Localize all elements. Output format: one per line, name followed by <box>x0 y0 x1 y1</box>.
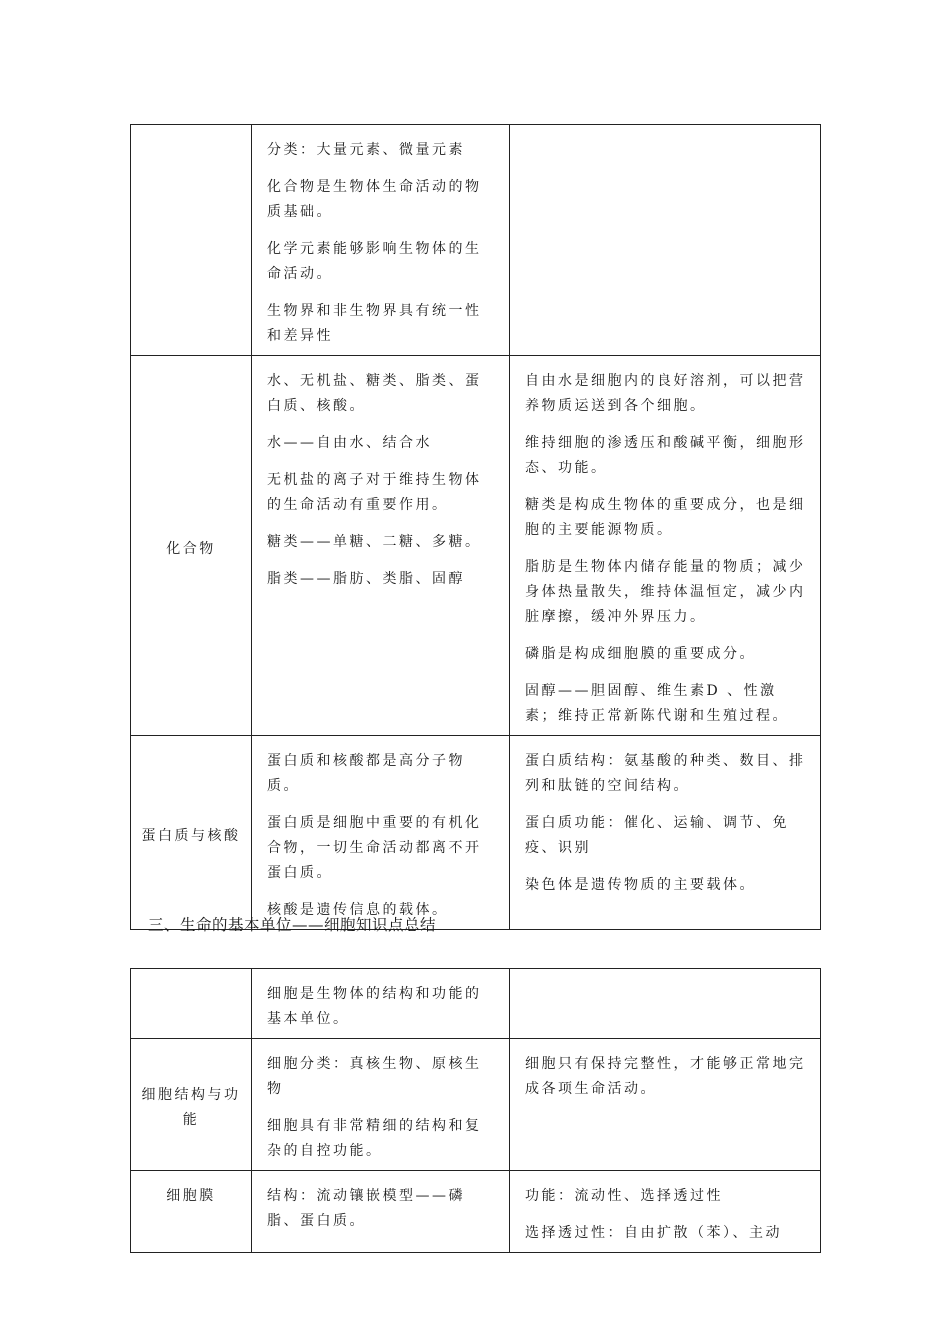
concept-item: 分类：大量元素、微量元素 <box>267 142 465 158</box>
row-label: 化合物 <box>131 356 252 736</box>
table-row <box>131 356 821 736</box>
knowledge-table-compounds <box>130 124 821 930</box>
detail-cell <box>510 969 821 1039</box>
detail-item: 自由水是细胞内的良好溶剂，可以把营养物质运送到各个细胞。 <box>525 373 806 414</box>
concept-item: 结构：流动镶嵌模型——磷脂、蛋白质。 <box>267 1188 465 1229</box>
detail-item: 蛋白质结构：氨基酸的种类、数目、排列和肽链的空间结构。 <box>525 753 806 794</box>
detail-cell <box>510 1039 821 1171</box>
concept-item: 蛋白质是细胞中重要的有机化合物，一切生命活动都离不开蛋白质。 <box>267 815 482 881</box>
detail-cell <box>510 356 821 736</box>
row-label: 蛋白质与核酸 <box>131 736 252 930</box>
concept-cell <box>252 736 510 930</box>
table-row <box>131 1039 821 1171</box>
concept-item: 核酸是遗传信息的载体。 <box>267 902 449 918</box>
table-row <box>131 736 821 930</box>
table-row <box>131 969 821 1039</box>
detail-cell <box>510 1171 821 1253</box>
knowledge-table-cell <box>130 968 821 1253</box>
detail-item: 维持细胞的渗透压和酸碱平衡，细胞形态、功能。 <box>525 435 806 476</box>
section-heading: 三、生命的基本单位——细胞知识点总结 <box>148 916 437 934</box>
detail-cell <box>510 736 821 930</box>
concept-item: 细胞分类：真核生物、原核生物 <box>267 1056 482 1097</box>
row-label: 细胞膜 <box>131 1171 252 1253</box>
row-label <box>131 125 252 356</box>
detail-item: 糖类是构成生物体的重要成分，也是细胞的主要能源物质。 <box>525 497 806 538</box>
concept-cell <box>252 1039 510 1171</box>
detail-item: 蛋白质功能：催化、运输、调节、免疫、识别 <box>525 815 789 856</box>
detail-item: 染色体是遗传物质的主要载体。 <box>525 877 756 893</box>
concept-item: 细胞是生物体的结构和功能的基本单位。 <box>267 986 482 1027</box>
table-row <box>131 125 821 356</box>
detail-item: 磷脂是构成细胞膜的重要成分。 <box>525 646 756 662</box>
concept-item: 水、无机盐、糖类、脂类、蛋白质、核酸。 <box>267 373 482 414</box>
concept-item: 化合物是生物体生命活动的物质基础。 <box>267 179 482 220</box>
concept-cell <box>252 356 510 736</box>
concept-item: 无机盐的离子对于维持生物体的生命活动有重要作用。 <box>267 472 482 513</box>
concept-item: 糖类——单糖、二糖、多糖。 <box>267 534 482 550</box>
detail-item: 选择透过性：自由扩散（苯）、主动 <box>525 1225 782 1241</box>
concept-cell <box>252 969 510 1039</box>
detail-cell <box>510 125 821 356</box>
concept-item: 水——自由水、结合水 <box>267 435 432 451</box>
detail-item: 功能：流动性、选择透过性 <box>525 1188 723 1204</box>
table-row <box>131 1171 821 1253</box>
concept-item: 化学元素能够影响生物体的生命活动。 <box>267 241 482 282</box>
concept-item: 细胞具有非常精细的结构和复杂的自控功能。 <box>267 1118 482 1159</box>
row-label: 细胞结构与功能 <box>131 1039 252 1171</box>
concept-item: 蛋白质和核酸都是高分子物质。 <box>267 753 465 794</box>
detail-item: 脂肪是生物体内储存能量的物质；减少身体热量散失，维持体温恒定，减少内脏摩擦，缓冲外界压力。 <box>525 559 806 625</box>
detail-item: 固醇——胆固醇、维生素D 、性激素；维持正常新陈代谢和生殖过程。 <box>525 683 789 724</box>
detail-item: 细胞只有保持完整性，才能够正常地完成各项生命活动。 <box>525 1056 806 1097</box>
concept-cell <box>252 125 510 356</box>
concept-item: 生物界和非生物界具有统一性和差异性 <box>267 303 482 344</box>
row-label <box>131 969 252 1039</box>
concept-cell <box>252 1171 510 1253</box>
concept-item: 脂类——脂肪、类脂、固醇 <box>267 571 465 587</box>
